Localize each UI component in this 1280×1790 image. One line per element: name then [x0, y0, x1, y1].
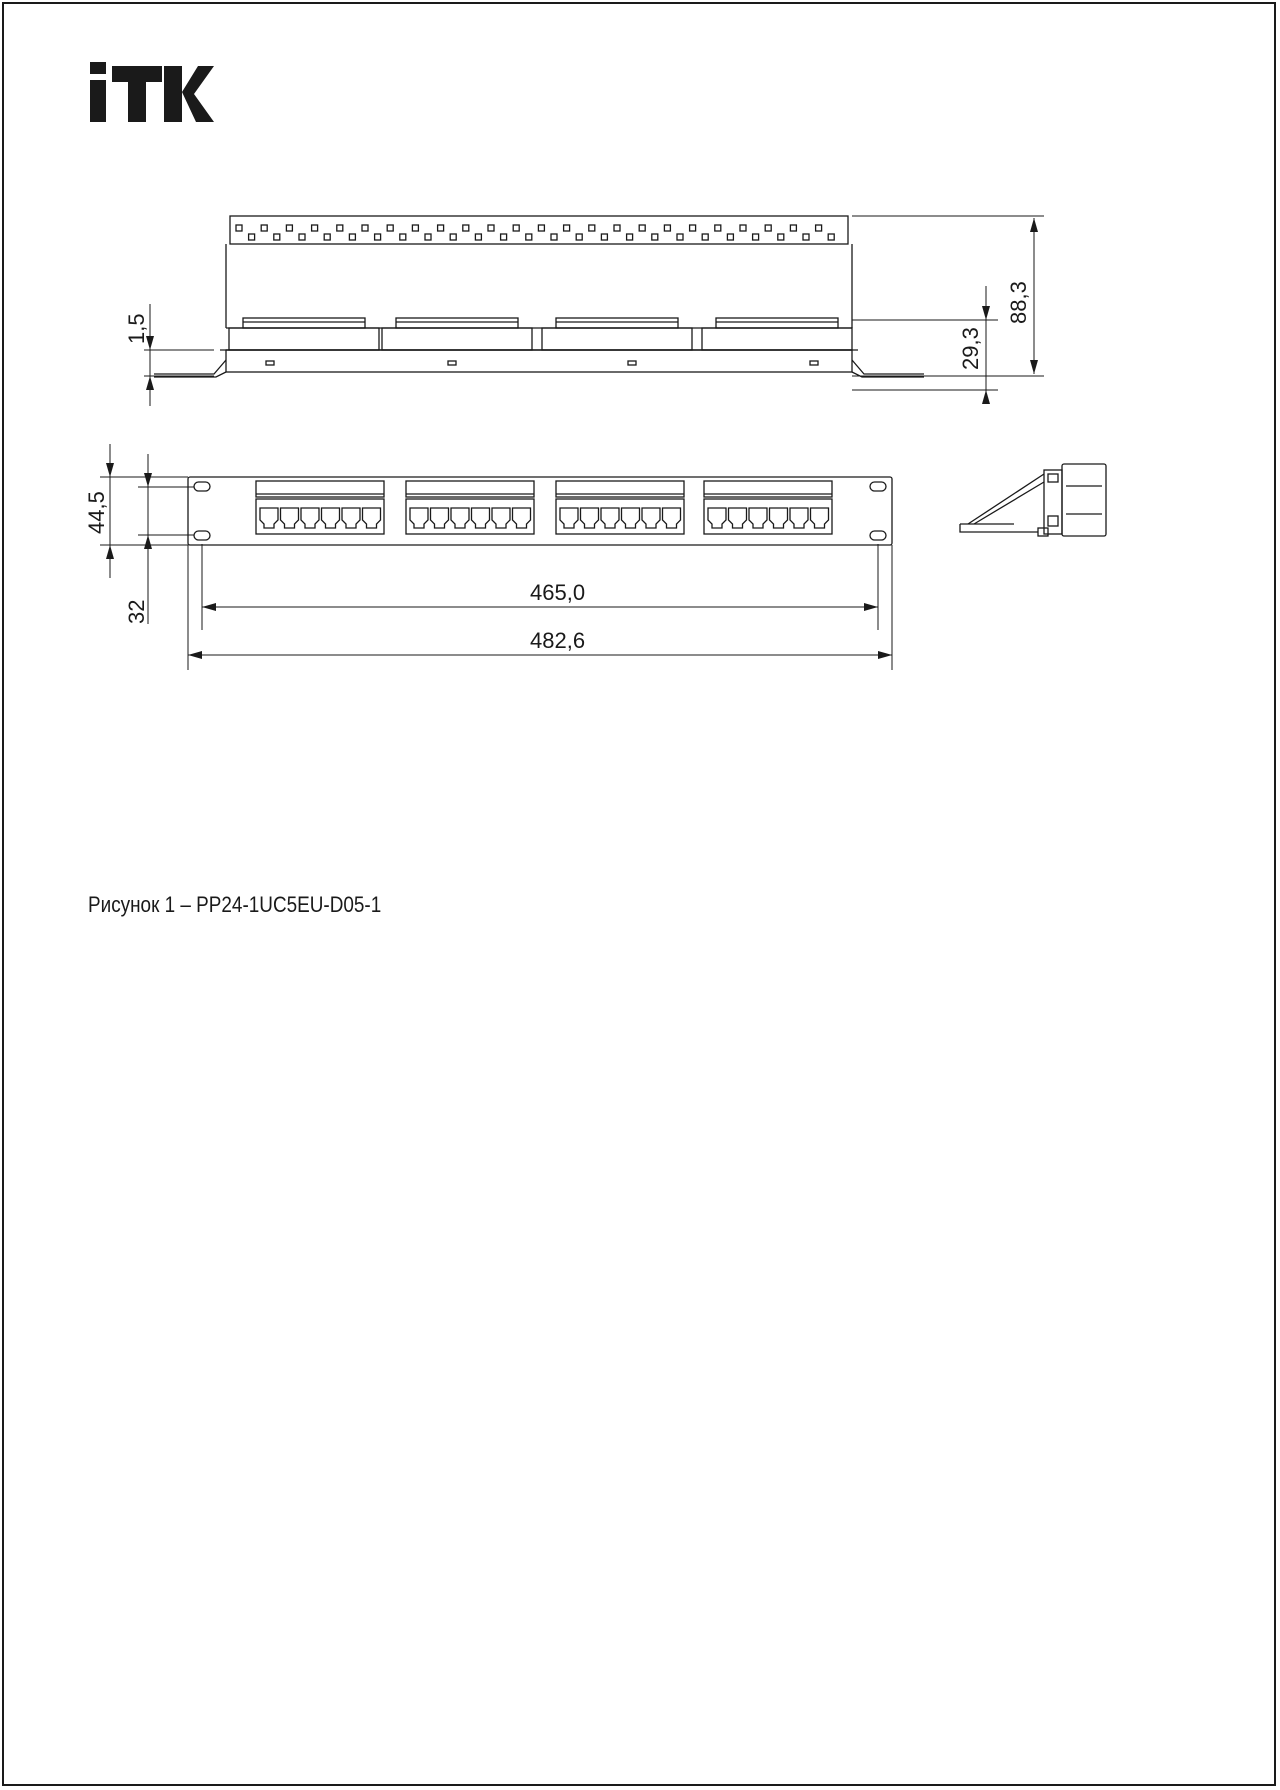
mounting-hole [870, 482, 886, 491]
top-module [702, 328, 852, 350]
mounting-hole [194, 482, 210, 491]
dim-flange-thickness: 1,5 [124, 313, 149, 344]
perforation-hole [778, 234, 784, 240]
dim-overall-width: 482,6 [530, 628, 586, 653]
rj45-port [410, 508, 428, 528]
perforation-hole [538, 225, 544, 231]
mounting-hole [194, 531, 210, 540]
rj45-port [642, 508, 660, 528]
port-block [704, 499, 832, 534]
perforation-hole [715, 225, 721, 231]
top-module-cap [556, 318, 678, 328]
port-block [406, 499, 534, 534]
perforation-hole [753, 234, 759, 240]
port-block [556, 499, 684, 534]
perforation-hole [803, 234, 809, 240]
rj45-port [472, 508, 490, 528]
perforation-hole [513, 225, 519, 231]
perforation-hole [438, 225, 444, 231]
perforation-holes [236, 225, 834, 240]
mounting-slot [448, 361, 456, 365]
perforation-hole [627, 234, 633, 240]
perforation-hole [652, 234, 658, 240]
rj45-port [790, 508, 808, 528]
front-view [100, 444, 892, 670]
side-view [960, 464, 1106, 536]
mounting-slot [266, 361, 274, 365]
perforation-hole [261, 225, 267, 231]
perforation-hole [286, 225, 292, 231]
mounting-slot [628, 361, 636, 365]
port-block [256, 499, 384, 534]
figure-caption: Рисунок 1 – PP24-1UC5EU-D05-1 [88, 892, 382, 917]
perforation-hole [740, 225, 746, 231]
rj45-port [281, 508, 299, 528]
rj45-port [451, 508, 469, 528]
perforation-hole [551, 234, 557, 240]
top-module-cap [716, 318, 838, 328]
mounting-slots [266, 361, 818, 365]
port-modules [256, 481, 832, 534]
top-module-cap [396, 318, 518, 328]
perforation-hole [526, 234, 532, 240]
top-module-cap [243, 318, 365, 328]
perforation-hole [564, 225, 570, 231]
rj45-port [342, 508, 360, 528]
perforation-hole [702, 234, 708, 240]
perforation-hole [816, 225, 822, 231]
rj45-port [622, 508, 640, 528]
rj45-port [581, 508, 599, 528]
perforation-hole [299, 234, 305, 240]
perforation-hole [828, 234, 834, 240]
rj45-port [322, 508, 340, 528]
rj45-port [749, 508, 767, 528]
dim-overall-height: 88,3 [1006, 281, 1031, 324]
rj45-port [363, 508, 381, 528]
mounting-slot [810, 361, 818, 365]
rj45-port [601, 508, 619, 528]
port-group [406, 481, 534, 534]
perforation-hole [349, 234, 355, 240]
perforation-hole [501, 234, 507, 240]
perforation-hole [337, 225, 343, 231]
perforation-hole [400, 234, 406, 240]
rj45-port [729, 508, 747, 528]
dim-panel-depth: 29,3 [958, 327, 983, 370]
rj45-port [260, 508, 278, 528]
technical-drawing [4, 4, 1278, 704]
perforation-hole [576, 234, 582, 240]
perforation-hole [375, 234, 381, 240]
rj45-port [301, 508, 319, 528]
perforation-hole [387, 225, 393, 231]
dim-panel-height: 44,5 [84, 491, 109, 534]
rj45-port [663, 508, 681, 528]
top-module [229, 328, 379, 350]
perforation-hole [450, 234, 456, 240]
perforation-hole [324, 234, 330, 240]
perforation-hole [362, 225, 368, 231]
perforation-hole [690, 225, 696, 231]
top-module [542, 328, 692, 350]
rj45-port [708, 508, 726, 528]
perforation-hole [614, 225, 620, 231]
perforation-hole [274, 234, 280, 240]
mounting-hole [870, 531, 886, 540]
perforation-hole [589, 225, 595, 231]
dim-mount-spacing: 32 [124, 599, 149, 624]
rj45-port [492, 508, 510, 528]
perforation-hole [475, 234, 481, 240]
drawing-sheet [2, 2, 1276, 1786]
rj45-port [431, 508, 449, 528]
rj45-port [560, 508, 578, 528]
rj45-port [770, 508, 788, 528]
perforation-hole [639, 225, 645, 231]
rj45-port [513, 508, 531, 528]
perforation-hole [249, 234, 255, 240]
perforation-hole [765, 225, 771, 231]
perforation-hole [488, 225, 494, 231]
perforation-hole [236, 225, 242, 231]
perforation-hole [727, 234, 733, 240]
perforation-hole [463, 225, 469, 231]
perforation-hole [677, 234, 683, 240]
dim-mount-hole-span: 465,0 [530, 580, 586, 605]
rj45-port [811, 508, 829, 528]
perforation-hole [601, 234, 607, 240]
top-view-modules [229, 318, 852, 350]
port-group [704, 481, 832, 534]
perforation-hole [664, 225, 670, 231]
port-group [556, 481, 684, 534]
top-view [144, 216, 1044, 406]
perforation-hole [412, 225, 418, 231]
perforation-hole [312, 225, 318, 231]
perforation-hole [790, 225, 796, 231]
perforation-hole [425, 234, 431, 240]
top-module [382, 328, 532, 350]
port-group [256, 481, 384, 534]
